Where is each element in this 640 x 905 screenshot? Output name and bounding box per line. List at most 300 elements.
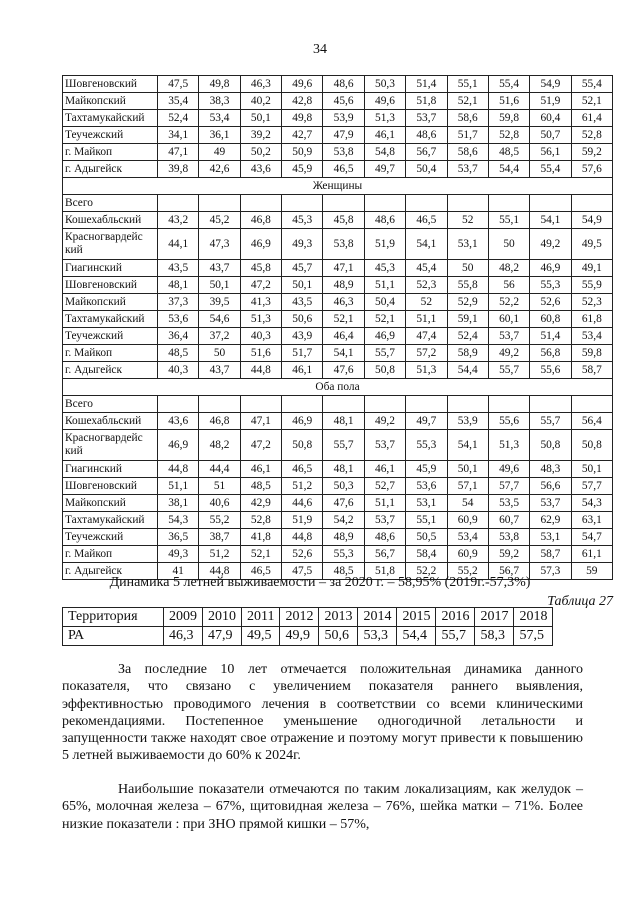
value-cell: 49,1: [571, 260, 612, 277]
value-cell: 60,9: [447, 546, 488, 563]
total-row: [63, 396, 613, 413]
value-cell: 53,6: [158, 311, 199, 328]
value-cell: 53,7: [364, 512, 405, 529]
value-cell: 55,3: [530, 277, 571, 294]
value-cell: 53,1: [447, 229, 488, 260]
value-cell: 46,9: [530, 260, 571, 277]
value-cell: 35,4: [158, 93, 199, 110]
empty-cell: [240, 396, 281, 413]
value-cell: 51,1: [158, 478, 199, 495]
value-cell: 53,4: [571, 328, 612, 345]
value-cell: 53,7: [364, 430, 405, 461]
value-cell: 47,9: [323, 127, 364, 144]
value-cell: 53,9: [323, 110, 364, 127]
empty-cell: [364, 195, 405, 212]
value-cell: 52,4: [158, 110, 199, 127]
value-cell: 46,5: [323, 161, 364, 178]
value-cell: 54,1: [530, 212, 571, 229]
value-cell: 53,4: [199, 110, 240, 127]
value-cell: 51,1: [364, 277, 405, 294]
value-cell: 52,3: [571, 294, 612, 311]
value-cell: 49,8: [282, 110, 323, 127]
table-row: [63, 546, 613, 563]
value-cell: 55,4: [571, 76, 612, 93]
year-header: 2009: [164, 608, 203, 627]
district-name-cell: Шовгеновский: [63, 76, 158, 93]
value-cell: 50,6: [282, 311, 323, 328]
value-cell: 48,1: [323, 461, 364, 478]
value-cell: 55,7: [323, 430, 364, 461]
value-cell: 50,1: [447, 461, 488, 478]
value-cell: 45,9: [406, 461, 447, 478]
value-cell: 47,6: [323, 495, 364, 512]
value-cell: 49,6: [488, 461, 529, 478]
value-cell: 41,3: [240, 294, 281, 311]
total-label: Всего: [63, 396, 158, 413]
value-cell: 48,1: [158, 277, 199, 294]
value-cell: 46,3: [323, 294, 364, 311]
value-cell: 57,2: [406, 345, 447, 362]
value-cell: 52,6: [530, 294, 571, 311]
value-cell: 51,1: [364, 495, 405, 512]
value-cell: 49,5: [571, 229, 612, 260]
value-cell: 60,8: [530, 311, 571, 328]
value-cell: 52,1: [571, 93, 612, 110]
value-cell: 54,3: [158, 512, 199, 529]
paragraph-positive-dynamics: За последние 10 лет отмечается положительная динамика данного показателя, что связано с увеличением показателя раннего выявления, эффективностью проводимого лечения в соответствии со всеми клиническими рекомендациями. Постепенное уменьшение одногодичной летальности и запущенности также находят свое отражение и поэтому могут привести к повышению 5 летней выживаемости до 60% к 2024г.: [62, 662, 583, 764]
value-cell: 58,6: [447, 144, 488, 161]
value-cell: 42,6: [199, 161, 240, 178]
value-cell: 51,4: [530, 328, 571, 345]
value-cell: 54,1: [406, 229, 447, 260]
value-cell: 46,3: [164, 627, 203, 646]
district-name-cell: Кошехабльский: [63, 413, 158, 430]
value-cell: 43,7: [199, 362, 240, 379]
value-cell: 58,7: [530, 546, 571, 563]
value-cell: 53,7: [488, 328, 529, 345]
empty-cell: [323, 396, 364, 413]
table-row: [63, 144, 613, 161]
district-name-cell: г. Майкоп: [63, 345, 158, 362]
district-name-cell: Тахтамукайский: [63, 311, 158, 328]
value-cell: 50,4: [364, 294, 405, 311]
value-cell: 43,2: [158, 212, 199, 229]
value-cell: 52,2: [406, 563, 447, 580]
value-cell: 47,5: [282, 563, 323, 580]
empty-cell: [406, 195, 447, 212]
district-name-cell: г. Адыгейск: [63, 563, 158, 580]
value-cell: 46,4: [323, 328, 364, 345]
value-cell: 54,1: [447, 430, 488, 461]
value-cell: 60,9: [447, 512, 488, 529]
value-cell: 57,7: [488, 478, 529, 495]
territory-cell: РА: [63, 627, 164, 646]
both-sexes-section-row: [63, 379, 613, 396]
value-cell: 53,4: [447, 529, 488, 546]
value-cell: 54,9: [530, 76, 571, 93]
value-cell: 51,1: [406, 311, 447, 328]
value-cell: 50,6: [319, 627, 358, 646]
value-cell: 45,8: [323, 212, 364, 229]
value-cell: 55,4: [488, 76, 529, 93]
value-cell: 60,4: [530, 110, 571, 127]
value-cell: 44,8: [282, 529, 323, 546]
value-cell: 59,8: [571, 345, 612, 362]
value-cell: 52,8: [240, 512, 281, 529]
value-cell: 43,6: [240, 161, 281, 178]
value-cell: 47,1: [323, 260, 364, 277]
value-cell: 56,7: [406, 144, 447, 161]
value-cell: 60,1: [488, 311, 529, 328]
value-cell: 50,1: [199, 277, 240, 294]
value-cell: 44,8: [199, 563, 240, 580]
value-cell: 54,4: [447, 362, 488, 379]
value-cell: 53,3: [358, 627, 397, 646]
value-cell: 43,9: [282, 328, 323, 345]
value-cell: 46,1: [364, 461, 405, 478]
district-name-cell: Гиагинский: [63, 461, 158, 478]
value-cell: 55,2: [199, 512, 240, 529]
value-cell: 48,9: [323, 529, 364, 546]
value-cell: 47,2: [240, 277, 281, 294]
value-cell: 41,8: [240, 529, 281, 546]
value-cell: 51,7: [282, 345, 323, 362]
value-cell: 56,1: [530, 144, 571, 161]
value-cell: 45,9: [282, 161, 323, 178]
value-cell: 46,8: [199, 413, 240, 430]
value-cell: 43,7: [199, 260, 240, 277]
value-cell: 50: [199, 345, 240, 362]
value-cell: 48,2: [488, 260, 529, 277]
year-header: 2010: [203, 608, 242, 627]
value-cell: 45,3: [364, 260, 405, 277]
value-cell: 53,7: [447, 161, 488, 178]
district-name-cell: Теучежский: [63, 127, 158, 144]
value-cell: 57,3: [530, 563, 571, 580]
value-cell: 47,9: [203, 627, 242, 646]
value-cell: 49,6: [364, 93, 405, 110]
year-header: 2013: [319, 608, 358, 627]
year-header: 2018: [514, 608, 553, 627]
value-cell: 44,1: [158, 229, 199, 260]
value-cell: 45,3: [282, 212, 323, 229]
both-sexes-section-title: Оба пола: [63, 379, 613, 396]
value-cell: 45,6: [323, 93, 364, 110]
value-cell: 58,3: [475, 627, 514, 646]
value-cell: 36,4: [158, 328, 199, 345]
value-cell: 61,8: [571, 311, 612, 328]
value-cell: 52,8: [571, 127, 612, 144]
value-cell: 57,6: [571, 161, 612, 178]
value-cell: 54,3: [571, 495, 612, 512]
empty-cell: [447, 396, 488, 413]
value-cell: 47,3: [199, 229, 240, 260]
value-cell: 43,6: [158, 413, 199, 430]
table-row: [63, 362, 613, 379]
table-row: [63, 529, 613, 546]
value-cell: 42,9: [240, 495, 281, 512]
empty-cell: [323, 195, 364, 212]
value-cell: 50,1: [240, 110, 281, 127]
value-cell: 38,7: [199, 529, 240, 546]
value-cell: 49,9: [280, 627, 319, 646]
value-cell: 51,7: [447, 127, 488, 144]
district-name-cell: Гиагинский: [63, 260, 158, 277]
empty-cell: [406, 396, 447, 413]
value-cell: 50,8: [282, 430, 323, 461]
table-row: [63, 345, 613, 362]
value-cell: 55,8: [447, 277, 488, 294]
value-cell: 55,2: [447, 563, 488, 580]
empty-cell: [199, 195, 240, 212]
value-cell: 47,6: [323, 362, 364, 379]
value-cell: 51,3: [406, 362, 447, 379]
value-cell: 46,9: [240, 229, 281, 260]
value-cell: 51,4: [406, 76, 447, 93]
year-header: 2014: [358, 608, 397, 627]
value-cell: 52,2: [488, 294, 529, 311]
empty-cell: [364, 396, 405, 413]
value-cell: 54,9: [571, 212, 612, 229]
value-cell: 56,4: [571, 413, 612, 430]
empty-cell: [571, 195, 612, 212]
empty-cell: [158, 195, 199, 212]
value-cell: 59,1: [447, 311, 488, 328]
value-cell: 39,8: [158, 161, 199, 178]
value-cell: 59,2: [571, 144, 612, 161]
table-row: [63, 311, 613, 328]
value-cell: 51: [199, 478, 240, 495]
value-cell: 43,5: [158, 260, 199, 277]
value-cell: 48,6: [323, 76, 364, 93]
value-cell: 53,6: [406, 478, 447, 495]
value-cell: 61,4: [571, 110, 612, 127]
year-header: 2016: [436, 608, 475, 627]
value-cell: 37,3: [158, 294, 199, 311]
value-cell: 52,9: [447, 294, 488, 311]
value-cell: 47,1: [240, 413, 281, 430]
value-cell: 49,3: [158, 546, 199, 563]
empty-cell: [571, 396, 612, 413]
value-cell: 39,2: [240, 127, 281, 144]
district-name-cell: г. Майкоп: [63, 546, 158, 563]
value-cell: 46,5: [240, 563, 281, 580]
value-cell: 48,9: [323, 277, 364, 294]
value-cell: 45,8: [240, 260, 281, 277]
value-cell: 63,1: [571, 512, 612, 529]
value-cell: 52: [406, 294, 447, 311]
district-name-cell: г. Адыгейск: [63, 161, 158, 178]
value-cell: 57,7: [571, 478, 612, 495]
value-cell: 52: [447, 212, 488, 229]
value-cell: 56: [488, 277, 529, 294]
value-cell: 38,1: [158, 495, 199, 512]
total-row: [63, 195, 613, 212]
value-cell: 58,7: [571, 362, 612, 379]
value-cell: 40,3: [240, 328, 281, 345]
table-row: [63, 277, 613, 294]
value-cell: 39,5: [199, 294, 240, 311]
value-cell: 37,2: [199, 328, 240, 345]
value-cell: 49: [199, 144, 240, 161]
value-cell: 51,3: [240, 311, 281, 328]
value-cell: 44,4: [199, 461, 240, 478]
value-cell: 51,3: [488, 430, 529, 461]
value-cell: 48,6: [364, 529, 405, 546]
value-cell: 56,7: [364, 546, 405, 563]
value-cell: 38,3: [199, 93, 240, 110]
value-cell: 34,1: [158, 127, 199, 144]
value-cell: 53,8: [488, 529, 529, 546]
empty-cell: [199, 396, 240, 413]
value-cell: 52,1: [447, 93, 488, 110]
value-cell: 50,3: [323, 478, 364, 495]
table-row: [63, 512, 613, 529]
value-cell: 50,2: [240, 144, 281, 161]
value-cell: 46,9: [158, 430, 199, 461]
table-row: [63, 627, 553, 646]
value-cell: 54,1: [323, 345, 364, 362]
value-cell: 46,1: [282, 362, 323, 379]
district-name-cell: г. Адыгейск: [63, 362, 158, 379]
empty-cell: [282, 195, 323, 212]
year-header: 2017: [475, 608, 514, 627]
value-cell: 49,6: [282, 76, 323, 93]
women-section-row: [63, 178, 613, 195]
district-name-cell: Красногвардейс кий: [63, 430, 158, 461]
value-cell: 59,2: [488, 546, 529, 563]
value-cell: 40,3: [158, 362, 199, 379]
value-cell: 55,3: [406, 430, 447, 461]
empty-cell: [447, 195, 488, 212]
value-cell: 48,1: [323, 413, 364, 430]
value-cell: 48,3: [530, 461, 571, 478]
value-cell: 53,1: [530, 529, 571, 546]
value-cell: 48,6: [406, 127, 447, 144]
table-row: [63, 161, 613, 178]
value-cell: 48,5: [488, 144, 529, 161]
value-cell: 46,1: [364, 127, 405, 144]
survival-by-district-table: [62, 75, 613, 580]
empty-cell: [240, 195, 281, 212]
value-cell: 58,9: [447, 345, 488, 362]
value-cell: 55,7: [530, 413, 571, 430]
value-cell: 47,1: [158, 144, 199, 161]
value-cell: 55,7: [364, 345, 405, 362]
district-name-cell: Шовгеновский: [63, 478, 158, 495]
territory-header: Территория: [63, 608, 164, 627]
district-name-cell: Теучежский: [63, 328, 158, 345]
value-cell: 48,2: [199, 430, 240, 461]
value-cell: 50,8: [364, 362, 405, 379]
value-cell: 55,3: [323, 546, 364, 563]
value-cell: 61,1: [571, 546, 612, 563]
district-name-cell: Кошехабльский: [63, 212, 158, 229]
table-row: [63, 212, 613, 229]
value-cell: 62,9: [530, 512, 571, 529]
value-cell: 51,2: [199, 546, 240, 563]
value-cell: 53,7: [406, 110, 447, 127]
value-cell: 49,7: [364, 161, 405, 178]
value-cell: 50: [488, 229, 529, 260]
year-header: 2012: [280, 608, 319, 627]
value-cell: 54,2: [323, 512, 364, 529]
value-cell: 55,1: [406, 512, 447, 529]
value-cell: 55,1: [488, 212, 529, 229]
value-cell: 51,3: [364, 110, 405, 127]
value-cell: 58,4: [406, 546, 447, 563]
value-cell: 56,8: [530, 345, 571, 362]
value-cell: 55,6: [530, 362, 571, 379]
value-cell: 52,7: [364, 478, 405, 495]
value-cell: 46,9: [364, 328, 405, 345]
table-row: [63, 127, 613, 144]
value-cell: 48,5: [240, 478, 281, 495]
table-row: [63, 76, 613, 93]
value-cell: 49,2: [530, 229, 571, 260]
value-cell: 40,2: [240, 93, 281, 110]
value-cell: 46,5: [282, 461, 323, 478]
district-name-cell: Красногвардейс кий: [63, 229, 158, 260]
value-cell: 55,9: [571, 277, 612, 294]
district-name-cell: Майкопский: [63, 294, 158, 311]
value-cell: 53,9: [447, 413, 488, 430]
value-cell: 50,8: [530, 430, 571, 461]
value-cell: 52,1: [364, 311, 405, 328]
value-cell: 57,5: [514, 627, 553, 646]
value-cell: 51,6: [240, 345, 281, 362]
value-cell: 55,1: [447, 76, 488, 93]
district-name-cell: Майкопский: [63, 93, 158, 110]
table-row: [63, 260, 613, 277]
value-cell: 51,8: [364, 563, 405, 580]
value-cell: 50,5: [406, 529, 447, 546]
value-cell: 52,6: [282, 546, 323, 563]
value-cell: 58,6: [447, 110, 488, 127]
value-cell: 48,6: [364, 212, 405, 229]
table-row: [63, 413, 613, 430]
value-cell: 52,1: [323, 311, 364, 328]
value-cell: 51,6: [488, 93, 529, 110]
value-cell: 50,9: [282, 144, 323, 161]
value-cell: 50,8: [571, 430, 612, 461]
empty-cell: [282, 396, 323, 413]
value-cell: 49,5: [242, 627, 280, 646]
table-row: [63, 294, 613, 311]
total-label: Всего: [63, 195, 158, 212]
value-cell: 54,6: [199, 311, 240, 328]
table-row: [63, 430, 613, 461]
empty-cell: [158, 396, 199, 413]
table-row: [63, 110, 613, 127]
table-row: [63, 93, 613, 110]
value-cell: 46,8: [240, 212, 281, 229]
value-cell: 54: [447, 495, 488, 512]
value-cell: 56,7: [488, 563, 529, 580]
value-cell: 45,4: [406, 260, 447, 277]
value-cell: 53,8: [323, 229, 364, 260]
value-cell: 49,7: [406, 413, 447, 430]
value-cell: 45,2: [199, 212, 240, 229]
district-name-cell: Теучежский: [63, 529, 158, 546]
value-cell: 52,1: [240, 546, 281, 563]
value-cell: 49,8: [199, 76, 240, 93]
empty-cell: [530, 396, 571, 413]
value-cell: 52,8: [488, 127, 529, 144]
value-cell: 42,8: [282, 93, 323, 110]
value-cell: 48,5: [323, 563, 364, 580]
value-cell: 57,1: [447, 478, 488, 495]
